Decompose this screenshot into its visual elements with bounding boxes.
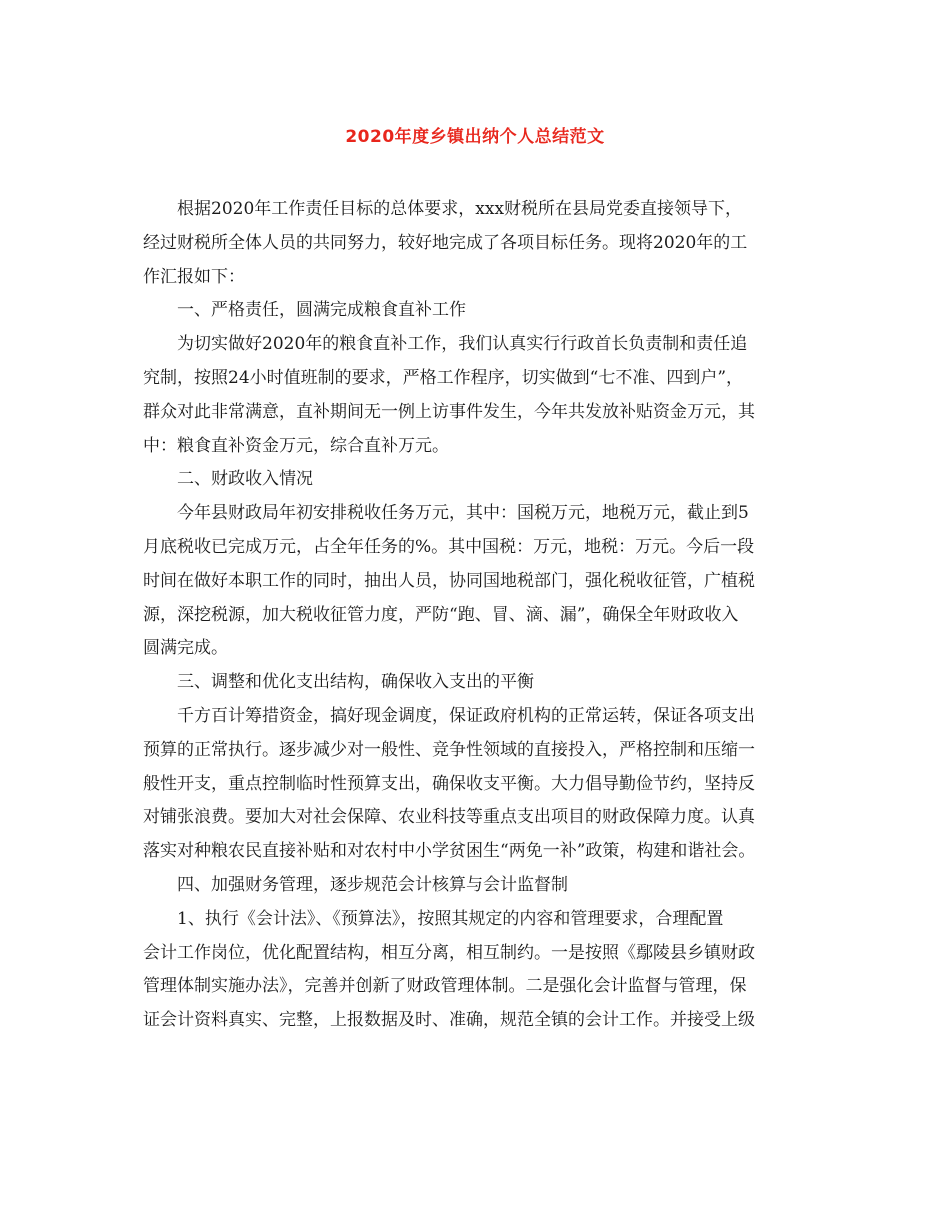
text-line: 作汇报如下：: [143, 266, 245, 287]
text-line: 根据2020年工作责任目标的总体要求，xxx财税所在县局党委直接领导下，: [177, 199, 743, 219]
text-line: 一、严格责任，圆满完成粮食直补工作: [177, 300, 466, 321]
text-line: 中：粮食直补资金万元，综合直补万元。: [143, 435, 449, 456]
document-title: 2020年度乡镇出纳个人总结范文: [345, 127, 605, 147]
text-line: 证会计资料真实、完整，上报数据及时、准确，规范全镇的会计工作。并接受上级: [143, 1010, 755, 1031]
section-heading: [143, 666, 821, 700]
text-line: 管理体制实施办法》，完善并创新了财政管理体制。二是强化会计监督与管理，保: [143, 976, 747, 997]
text-line: 圆满完成。: [143, 638, 228, 659]
text-line: 1、执行《会计法》、《预算法》，按照其规定的内容和管理要求，合理配置: [177, 908, 724, 929]
section-heading: [143, 869, 821, 903]
text-line: 会计工作岗位，优化配置结构，相互分离，相互制约。一是按照《鄢陵县乡镇财政: [143, 942, 755, 963]
text-line: 四、加强财务管理，逐步规范会计核算与会计监督制: [177, 874, 568, 895]
paragraph: [143, 328, 821, 463]
section-heading: [143, 463, 821, 497]
text-line: 源，深挖税源，加大税收征管力度，严防“跑、冒、滴、漏”，确保全年财政收入: [143, 604, 739, 625]
text-line: 经过财税所全体人员的共同努力，较好地完成了各项目标任务。现将2020年的工: [143, 232, 748, 253]
text-line: 二、财政收入情况: [177, 469, 313, 490]
text-line: 今年县财政局年初安排税收任务万元，其中：国税万元，地税万元，截止到5: [177, 503, 749, 524]
text-line: 时间在做好本职工作的同时，抽出人员，协同国地税部门，强化税收征管，广植税: [143, 570, 755, 591]
text-line: 落实对种粮农民直接补贴和对农村中小学贫困生“两免一补”政策，构建和谐社会。: [143, 841, 756, 862]
text-line: 预算的正常执行。逐步减少对一般性、竞争性领域的直接投入，严格控制和压缩一: [143, 739, 755, 760]
paragraph: [143, 700, 821, 869]
paragraph: [143, 497, 821, 666]
section-heading: [143, 294, 821, 328]
text-line: 究制，按照24小时值班制的要求，严格工作程序，切实做到“七不准、四到户”，: [143, 367, 744, 388]
document-body: [143, 193, 821, 1038]
text-line: 三、调整和优化支出结构，确保收入支出的平衡: [177, 672, 534, 693]
text-line: 对铺张浪费。要加大对社会保障、农业科技等重点支出项目的财政保障力度。认真: [143, 807, 755, 828]
text-line: 为切实做好2020年的粮食直补工作，我们认真实行行政首长负责制和责任追: [177, 334, 748, 355]
paragraph: [143, 193, 821, 294]
text-line: 千方百计筹措资金，搞好现金调度，保证政府机构的正常运转，保证各项支出: [177, 705, 755, 726]
paragraph: [143, 903, 821, 1038]
text-line: 月底税收已完成万元，占全年任务的%。其中国税：万元，地税：万元。今后一段: [143, 536, 755, 557]
text-line: 群众对此非常满意，直补期间无一例上访事件发生，今年共发放补贴资金万元，其: [143, 401, 755, 422]
text-line: 般性开支，重点控制临时性预算支出，确保收支平衡。大力倡导勤俭节约，坚持反: [143, 773, 755, 794]
